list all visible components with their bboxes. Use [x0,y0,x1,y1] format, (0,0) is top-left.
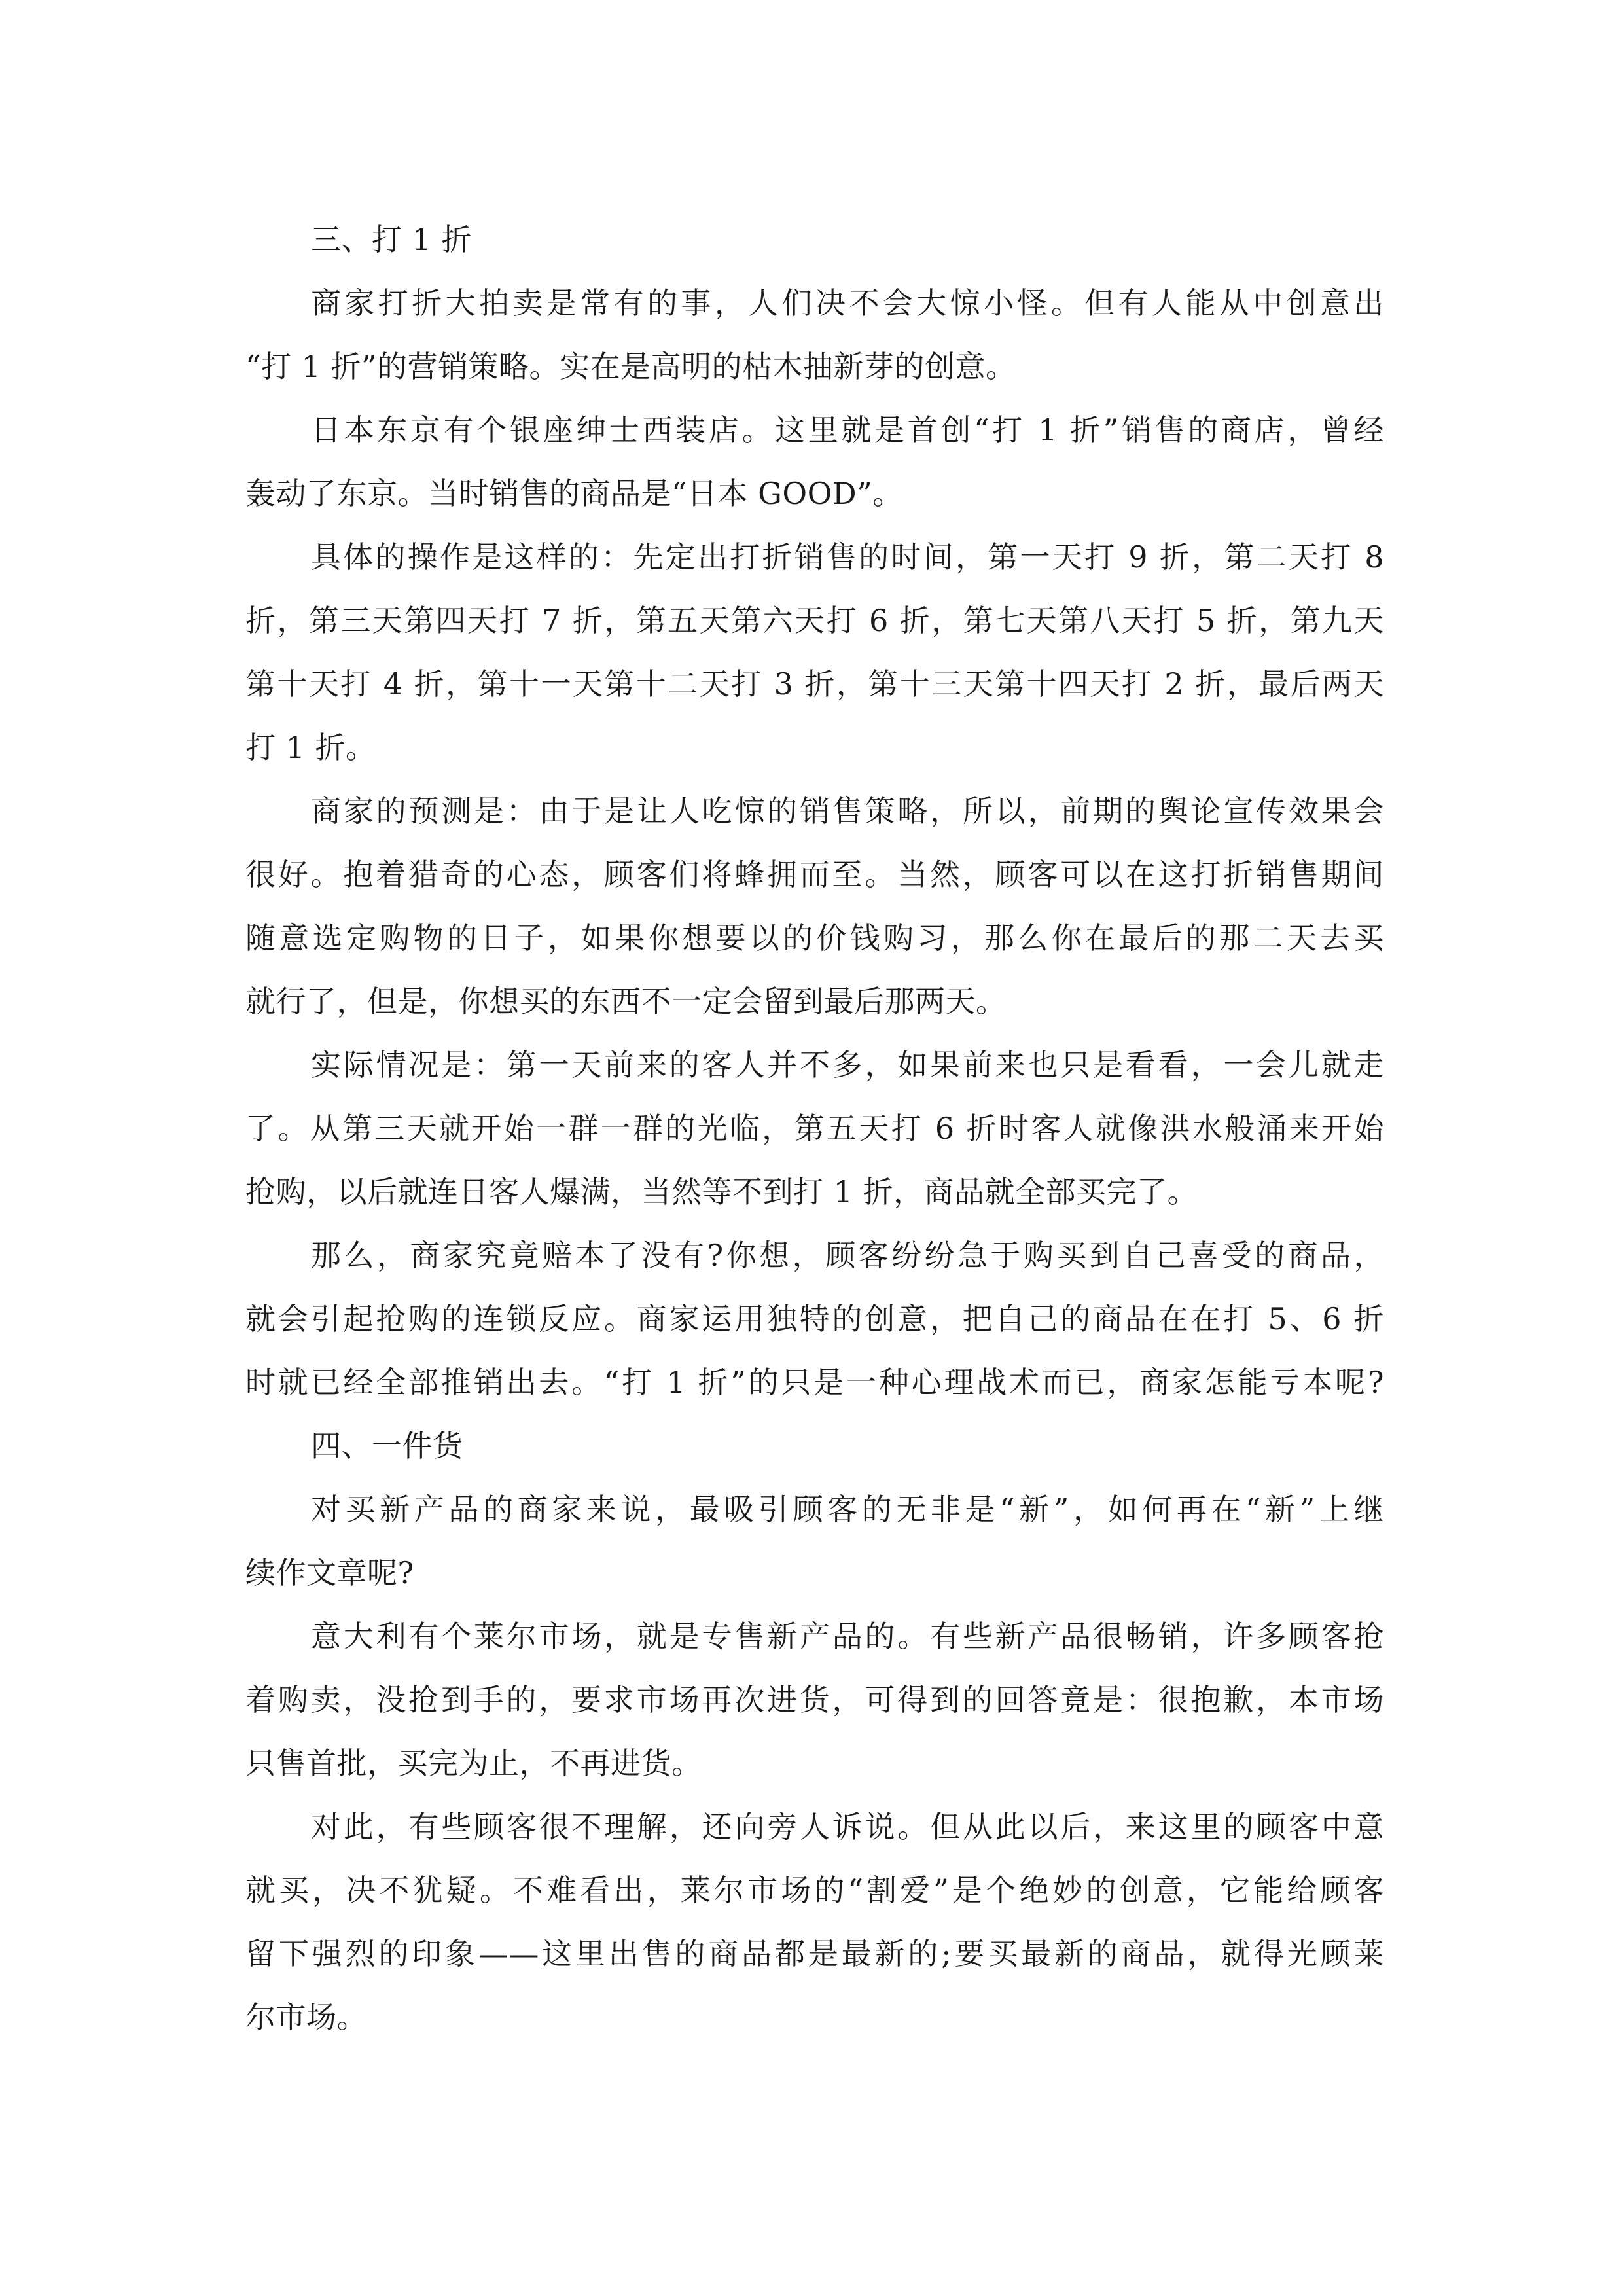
paragraph-line: 第十天打 4 折，第十一天第十二天打 3 折，第十三天第十四天打 2 折，最后两天 [245,666,1384,702]
paragraph-line: 就买，决不犹疑。不难看出，莱尔市场的“割爱”是个绝妙的创意，它能给顾客 [245,1873,1384,1908]
paragraph-line: 着购卖，没抢到手的，要求市场再次进货，可得到的回答竟是：很抱歉，本市场 [245,1682,1384,1717]
paragraph-line: 尔市场。 [245,2000,367,2035]
paragraph-6 [245,1224,1384,1414]
paragraph-line: 意大利有个莱尔市场，就是专售新产品的。有些新产品很畅销，许多顾客抢 [311,1619,1384,1654]
paragraph-2 [245,399,1384,526]
paragraph-line: 就行了，但是，你想买的东西不一定会留到最后那两天。 [245,984,1007,1019]
paragraph-line: 实际情况是：第一天前来的客人并不多，如果前来也只是看看，一会儿就走 [311,1047,1384,1083]
paragraph-line: 很好。抱着猎奇的心态，顾客们将蜂拥而至。当然，顾客可以在这打折销售期间 [245,857,1384,892]
paragraph-line: 对买新产品的商家来说，最吸引顾客的无非是“新”，如何再在“新”上继 [311,1492,1384,1527]
section-heading-4: 四、一件货 [311,1428,463,1463]
paragraph-9 [245,1795,1384,2049]
paragraph-line: 打 1 折。 [245,730,376,765]
paragraph-line: 折，第三天第四天打 7 折，第五天第六天打 6 折，第七天第八天打 5 折，第九天 [245,603,1384,638]
paragraph-line: 对此，有些顾客很不理解，还向旁人诉说。但从此以后，来这里的顾客中意 [311,1809,1384,1844]
paragraph-line: 留下强烈的印象——这里出售的商品都是最新的;要买最新的商品，就得光顾莱 [245,1936,1384,1971]
paragraph-line: 时就已经全部推销出去。“打 1 折”的只是一种心理战术而已，商家怎能亏本呢? [245,1365,1384,1400]
document-body [245,208,1384,2049]
paragraph-line: 了。从第三天就开始一群一群的光临，第五天打 6 折时客人就像洪水般涌来开始 [245,1111,1384,1146]
paragraph-4 [245,780,1384,1033]
paragraph-line: 商家的预测是：由于是让人吃惊的销售策略，所以，前期的舆论宣传效果会 [311,793,1384,829]
paragraph-line: 只售首批，买完为止，不再进货。 [245,1746,702,1781]
paragraph-line: 日本东京有个银座绅士西装店。这里就是首创“打 1 折”销售的商店，曾经 [311,412,1384,448]
paragraph-line: “打 1 折”的营销策略。实在是高明的枯木抽新芽的创意。 [245,349,1016,384]
paragraph-8 [245,1605,1384,1795]
paragraph-3 [245,526,1384,780]
paragraph-7 [245,1478,1384,1605]
paragraph-line: 续作文章呢? [245,1555,414,1590]
paragraph-line: 抢购，以后就连日客人爆满，当然等不到打 1 折，商品就全部买完了。 [245,1174,1198,1210]
section-heading-3: 三、打 1 折 [311,222,473,257]
paragraph-5 [245,1033,1384,1224]
paragraph-line: 随意选定购物的日子，如果你想要以的价钱购习，那么你在最后的那二天去买 [245,920,1384,956]
paragraph-line: 就会引起抢购的连锁反应。商家运用独特的创意，把自己的商品在在打 5、6 折 [245,1301,1384,1336]
paragraph-1 [245,272,1384,399]
paragraph-line: 轰动了东京。当时销售的商品是“日本 GOOD”。 [245,476,903,511]
paragraph-line: 具体的操作是这样的：先定出打折销售的时间，第一天打 9 折，第二天打 8 [311,539,1384,575]
paragraph-line: 商家打折大拍卖是常有的事，人们决不会大惊小怪。但有人能从中创意出 [311,285,1384,321]
paragraph-line: 那么，商家究竟赔本了没有?你想，顾客纷纷急于购买到自己喜受的商品， [311,1238,1384,1273]
